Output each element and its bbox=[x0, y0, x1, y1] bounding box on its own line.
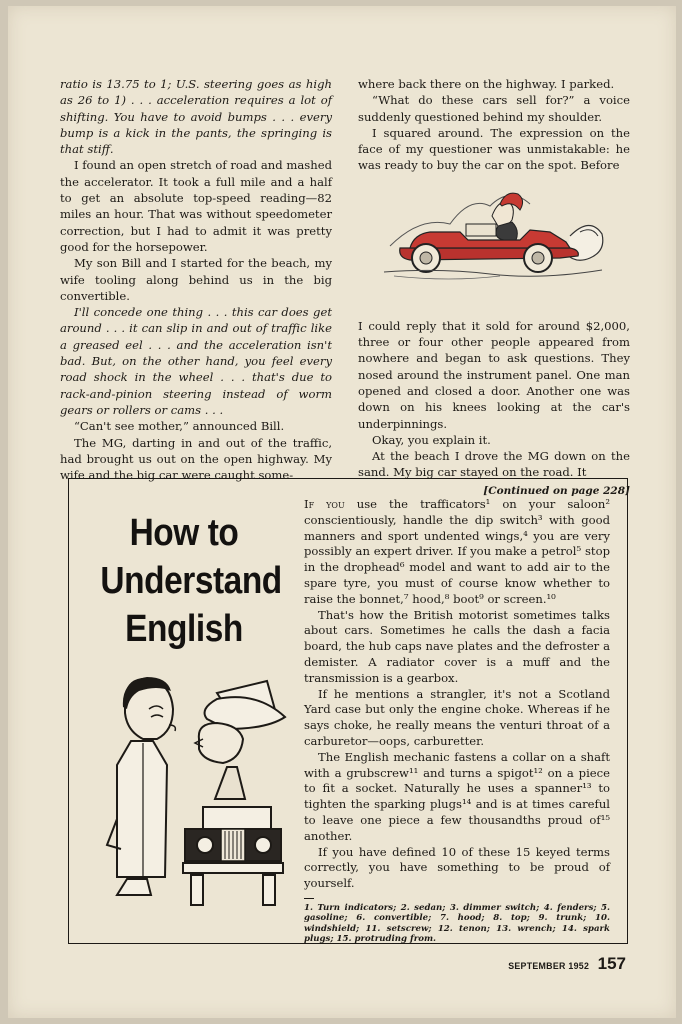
mg-car-illustration bbox=[380, 176, 608, 286]
title-line: English bbox=[125, 608, 243, 650]
page-number: 157 bbox=[597, 954, 626, 973]
left-column bbox=[60, 76, 332, 483]
paragraph: The English mechanic fastens a collar on a shaft with a grubscrew¹¹ and turns a spigot¹² on a piece to fit a socket. Naturally he uses a spanner¹³ to tighten the sparking plugs¹⁴ and is at times careful to leave one piece a few thousandths proud of¹⁵ another. bbox=[304, 749, 610, 843]
box-text bbox=[304, 497, 610, 945]
paragraph: The MG, darting in and out of the traffic, had brought us out on the open highway. My wife and the big car were caught some- bbox=[60, 435, 332, 483]
paragraph: My son Bill and I started for the beach, my wife tooling along behind us in the big convertible. bbox=[60, 256, 332, 303]
lead-smallcaps: If you bbox=[304, 497, 345, 511]
box-title bbox=[89, 509, 282, 653]
paragraph: “What do these cars sell for?” a voice suddenly questioned behind my shoulder. bbox=[358, 93, 630, 124]
paragraph: ratio is 13.75 to 1; U.S. steering goes as high as 26 to 1) . . . acceleration requires a lot of shifting. You have to avoid bumps . . . every bump is a kick in the pants, the springing is that stiff. bbox=[60, 77, 332, 157]
paragraph: At the beach I drove the MG down on the sand. My big car stayed on the road. It bbox=[358, 449, 630, 480]
paragraph: If he mentions a strangler, it's not a Scotland Yard case but only the engine choke. Whereas if he says choke, he really means the venturi throat of a carburetor—oops, carburetter. bbox=[304, 686, 610, 748]
title-line: Understand bbox=[100, 560, 282, 602]
two-men-car-illustration bbox=[87, 669, 287, 919]
paragraph: I squared around. The expression on the face of my questioner was unmistakable: he was ready to buy the car on the spot. Before bbox=[358, 125, 630, 173]
paragraph-text: use the trafficators¹ on your saloon² conscientiously, handle the dip switch³ with good manners and sport undented wings,⁴ you are very possibly an expert driver. If you make a petrol⁵ stop in the drophead⁶ model and want to add air to the spare tyre, you must of course know whether to raise the bonnet,⁷ hood,⁸ boot⁹ or screen.¹⁰ bbox=[304, 497, 610, 606]
right-column bbox=[358, 76, 630, 499]
paragraph: “Can't see mother,” announced Bill. bbox=[74, 419, 285, 434]
continued-note: [Continued on page 228] bbox=[483, 484, 630, 497]
footnote-rule bbox=[304, 898, 314, 899]
magazine-page bbox=[8, 6, 676, 1018]
issue-date: SEPTEMBER 1952 bbox=[508, 961, 590, 971]
paragraph: If you have defined 10 of these 15 keyed terms correctly, you have something to be proud of yourself. bbox=[304, 844, 610, 891]
footnotes: 1. Turn indicators; 2. sedan; 3. dimmer switch; 4. fenders; 5. gasoline; 6. convertible; 7. hood; 8. top; 9. trunk; 10. windshield; 11. setscrew; 12. tenon; 13. wrench; 14. spark plugs; 15. protruding from. bbox=[304, 902, 610, 945]
paragraph: That's how the British motorist sometimes talks about cars. Sometimes he calls the dash a facia board, the hub caps nave plates and the defroster a demister. A radiator cover is a muff and the transmission is a gearbox. bbox=[304, 607, 610, 685]
paragraph: where back there on the highway. I parked. bbox=[358, 77, 615, 91]
paragraph: I'll concede one thing . . . this car does get around . . . it can slip in and out of traffic like a greased eel . . . and the acceleration isn't bad. But, on the other hand, you feel every road shock in the wheel . . . that's due to rack-and-pinion steering instead of worm gears or rollers or cams . . . bbox=[60, 305, 332, 417]
folio bbox=[478, 954, 626, 974]
paragraph: I could reply that it sold for around $2,000, three or four other people appeared from nowhere and began to ask questions. They nosed around the instrument panel. One man opened and closed a door. Another one was down on his knees looking at the car's underpinnings. bbox=[358, 318, 630, 431]
paragraph: I found an open stretch of road and mashed the accelerator. It took a full mile and a half to get an absolute top-speed reading—82 miles an hour. That was without speedometer correction, but I had to admit it was pretty good for the horsepower. bbox=[60, 158, 332, 254]
paragraph bbox=[304, 497, 610, 608]
title-line: How to bbox=[129, 512, 239, 554]
paragraph: Okay, you explain it. bbox=[372, 432, 491, 447]
sidebar-box bbox=[68, 478, 628, 944]
